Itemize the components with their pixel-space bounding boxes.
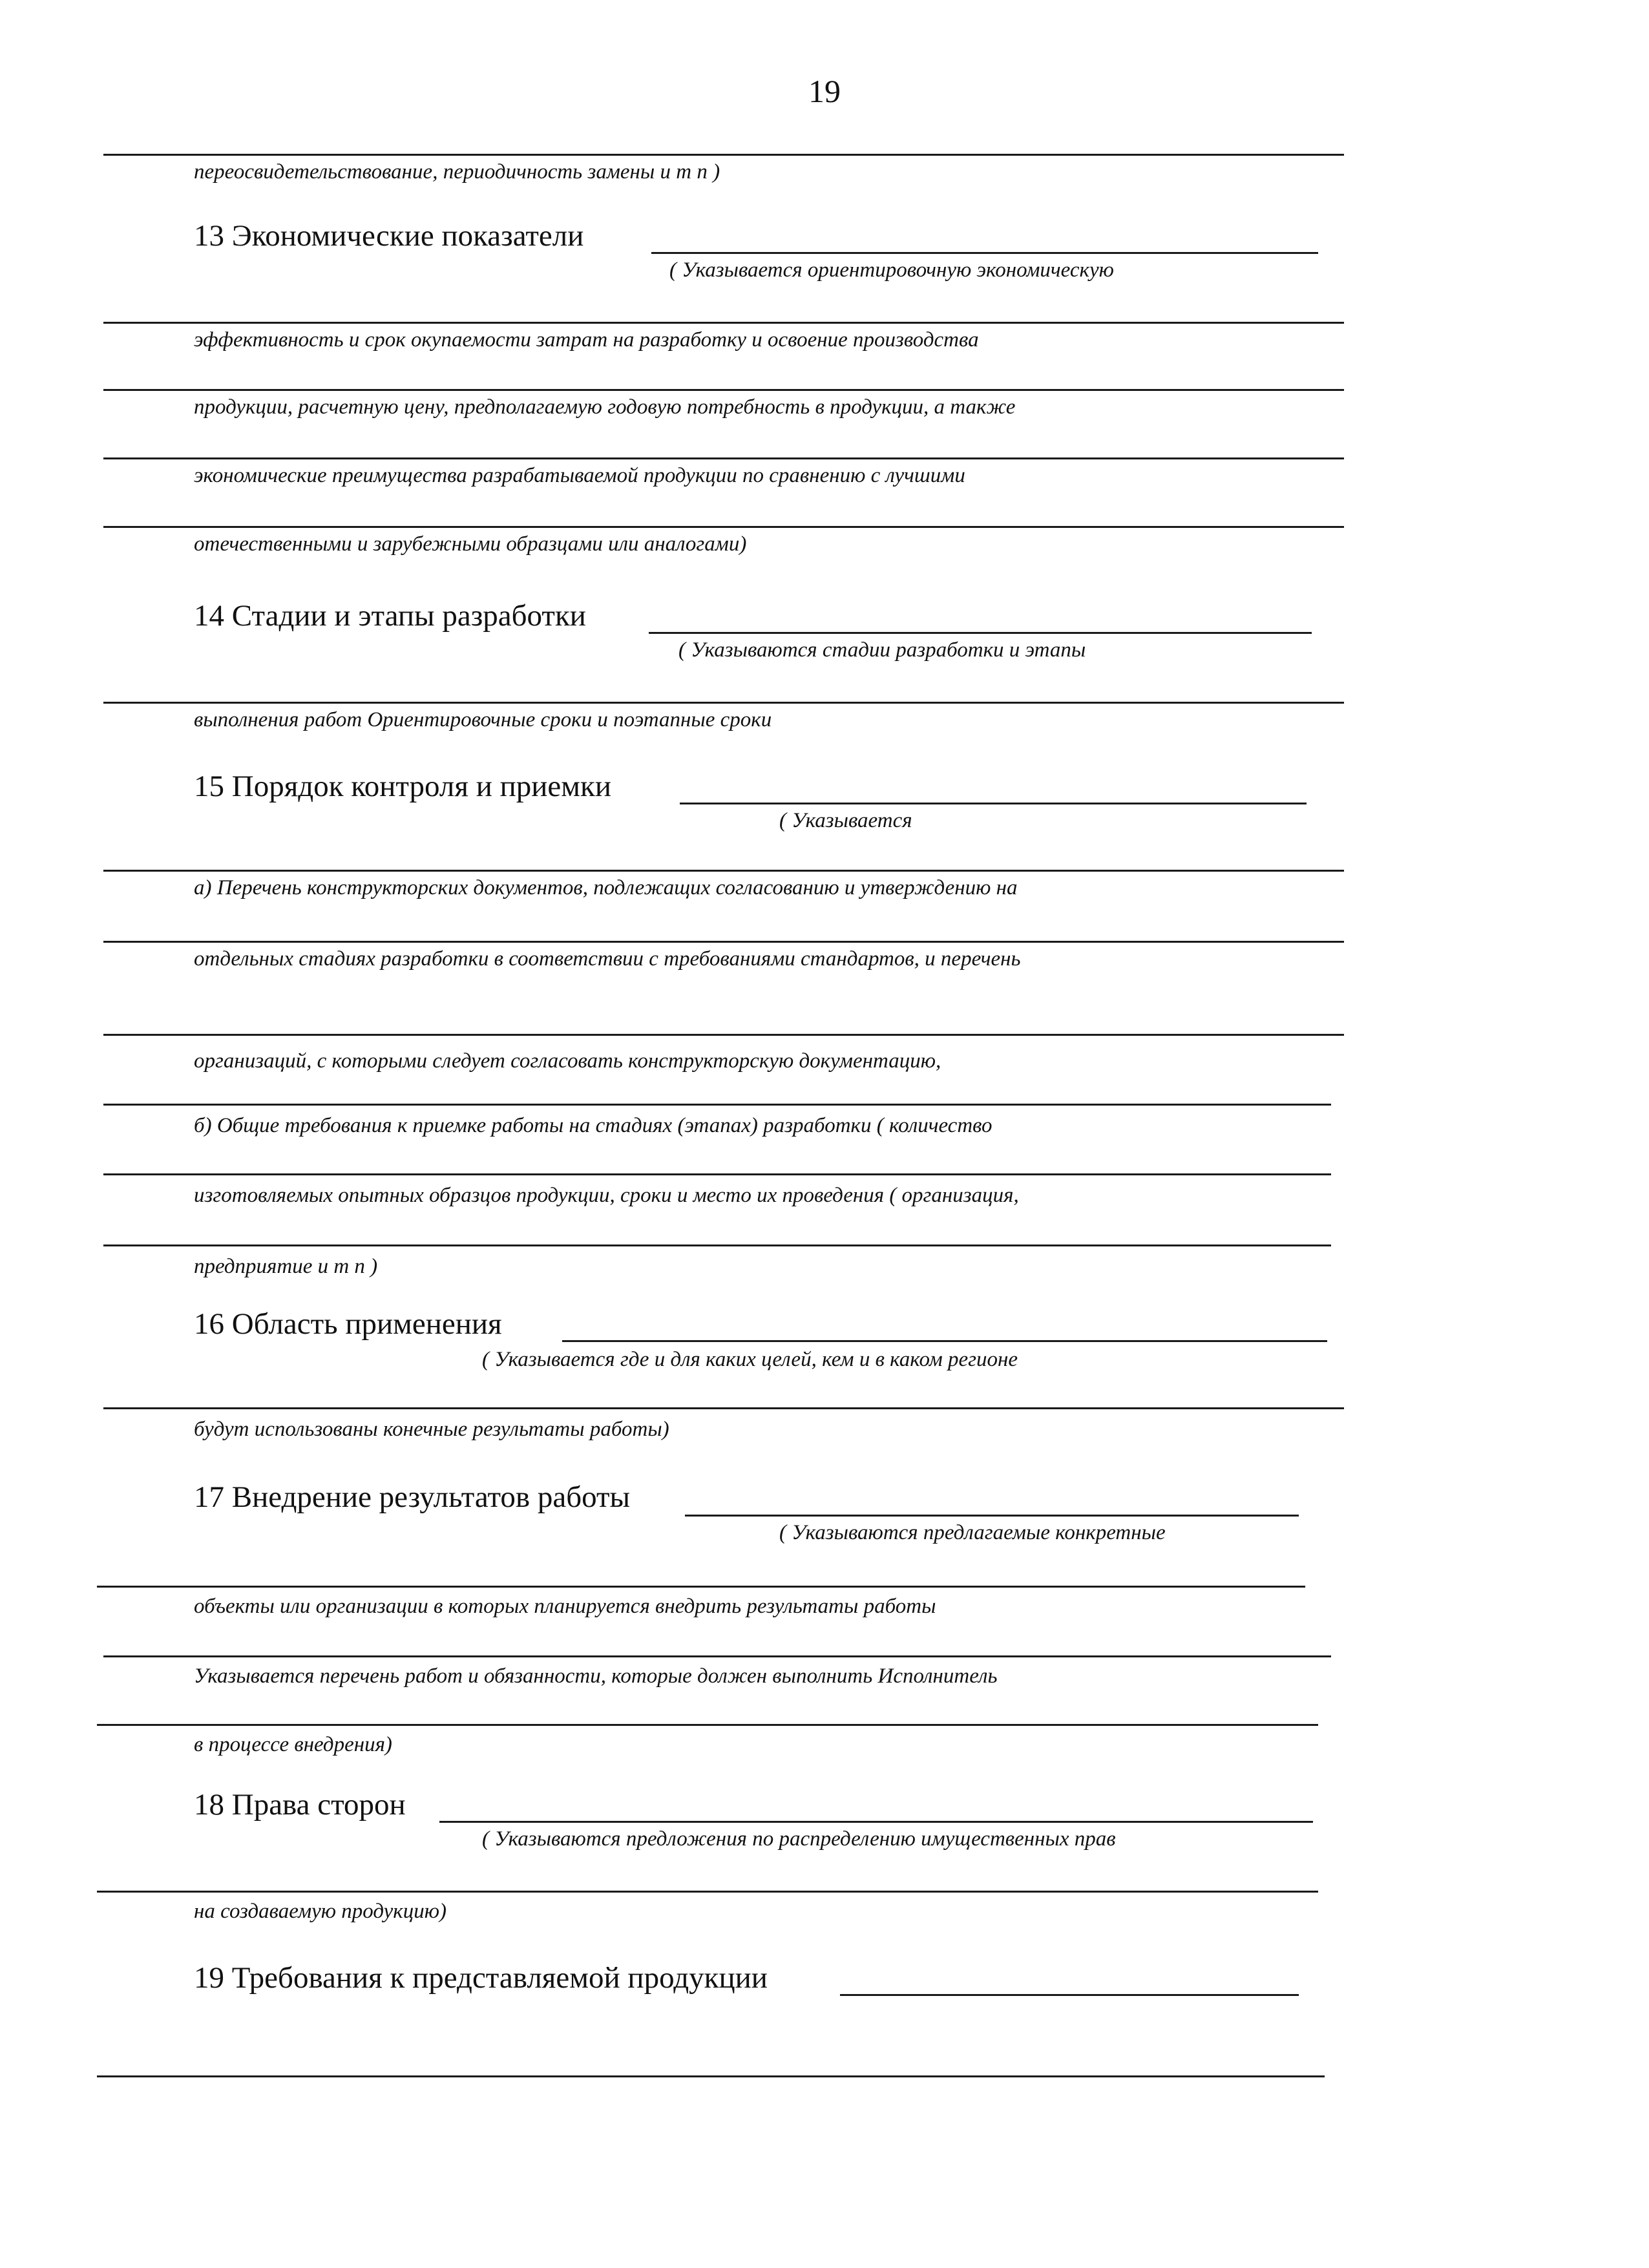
rule[interactable]	[103, 526, 1344, 528]
section-13-line: эффективность и срок окупаемости затрат на разработку и освоение производства	[194, 328, 979, 352]
section-17-heading: 17 Внедрение результатов работы	[194, 1480, 631, 1514]
section-15-line: изготовляемых опытных образцов продукции, сроки и место их проведения ( организация,	[194, 1184, 1019, 1207]
section-13-fill-line[interactable]	[651, 252, 1318, 254]
rule[interactable]	[103, 1104, 1331, 1106]
section-13-heading: 13 Экономические показатели	[194, 219, 584, 253]
section-17-fill-line[interactable]	[685, 1515, 1299, 1517]
section-16-line: будут использованы конечные результаты работы)	[194, 1418, 669, 1441]
section-15-hint: ( Указывается	[779, 809, 912, 832]
section-19-fill-line[interactable]	[840, 1994, 1299, 1996]
section-18-line: на создаваемую продукцию)	[194, 1900, 446, 1923]
rule[interactable]	[103, 702, 1344, 704]
header-note: переосвидетельствование, периодичность замены и т п )	[194, 160, 720, 184]
rule[interactable]	[103, 322, 1344, 324]
section-15-heading: 15 Порядок контроля и приемки	[194, 770, 612, 803]
section-14-hint: ( Указываются стадии разработки и этапы	[678, 638, 1086, 662]
section-16-fill-line[interactable]	[562, 1340, 1327, 1342]
section-14-line: выполнения работ Ориентировочные сроки и поэтапные сроки	[194, 708, 772, 731]
section-13-hint: ( Указывается ориентировочную экономическую	[669, 258, 1114, 282]
section-13-line: экономические преимущества разрабатываемой продукции по сравнению с лучшими	[194, 464, 965, 487]
section-15-line: организаций, с которыми следует согласовать конструкторскую документацию,	[194, 1049, 941, 1073]
section-14-fill-line[interactable]	[649, 632, 1312, 634]
page-number: 19	[808, 73, 841, 109]
rule[interactable]	[103, 1655, 1331, 1657]
section-15-fill-line[interactable]	[680, 803, 1307, 804]
section-17-line: Указывается перечень работ и обязанности, которые должен выполнить Исполнитель	[194, 1664, 998, 1688]
section-19-heading: 19 Требования к представляемой продукции	[194, 1961, 768, 1995]
section-16-heading: 16 Область применения	[194, 1307, 502, 1341]
rule[interactable]	[103, 870, 1344, 872]
section-16-hint: ( Указывается где и для каких целей, кем и в каком регионе	[482, 1348, 1018, 1371]
rule[interactable]	[97, 2075, 1325, 2077]
section-18-heading: 18 Права сторон	[194, 1788, 406, 1822]
rule[interactable]	[103, 1034, 1344, 1036]
rule[interactable]	[103, 941, 1344, 943]
rule[interactable]	[97, 1891, 1318, 1893]
rule[interactable]	[103, 1244, 1331, 1246]
section-13-line: продукции, расчетную цену, предполагаемую годовую потребность в продукции, а также	[194, 395, 1016, 419]
section-17-line: объекты или организации в которых планируется внедрить результаты работы	[194, 1595, 936, 1618]
section-15-line: отдельных стадиях разработки в соответствии с требованиями стандартов, и перечень	[194, 947, 1021, 971]
rule[interactable]	[97, 1724, 1318, 1726]
section-15-line: а) Перечень конструкторских документов, подлежащих согласованию и утверждению на	[194, 876, 1018, 899]
section-18-fill-line[interactable]	[439, 1821, 1313, 1823]
rule[interactable]	[97, 1586, 1305, 1588]
section-15-line: предприятие и т п )	[194, 1255, 378, 1278]
section-14-heading: 14 Стадии и этапы разработки	[194, 599, 586, 633]
section-15-line: б) Общие требования к приемке работы на стадиях (этапах) разработки ( количество	[194, 1114, 993, 1137]
rule[interactable]	[103, 389, 1344, 391]
section-13-line: отечественными и зарубежными образцами или аналогами)	[194, 532, 747, 556]
rule[interactable]	[103, 1173, 1331, 1175]
section-17-hint: ( Указываются предлагаемые конкретные	[779, 1521, 1166, 1544]
rule[interactable]	[103, 457, 1344, 459]
section-17-line: в процессе внедрения)	[194, 1733, 392, 1756]
rule	[103, 154, 1344, 156]
rule[interactable]	[103, 1407, 1344, 1409]
section-18-hint: ( Указываются предложения по распределению имущественных прав	[482, 1827, 1116, 1851]
